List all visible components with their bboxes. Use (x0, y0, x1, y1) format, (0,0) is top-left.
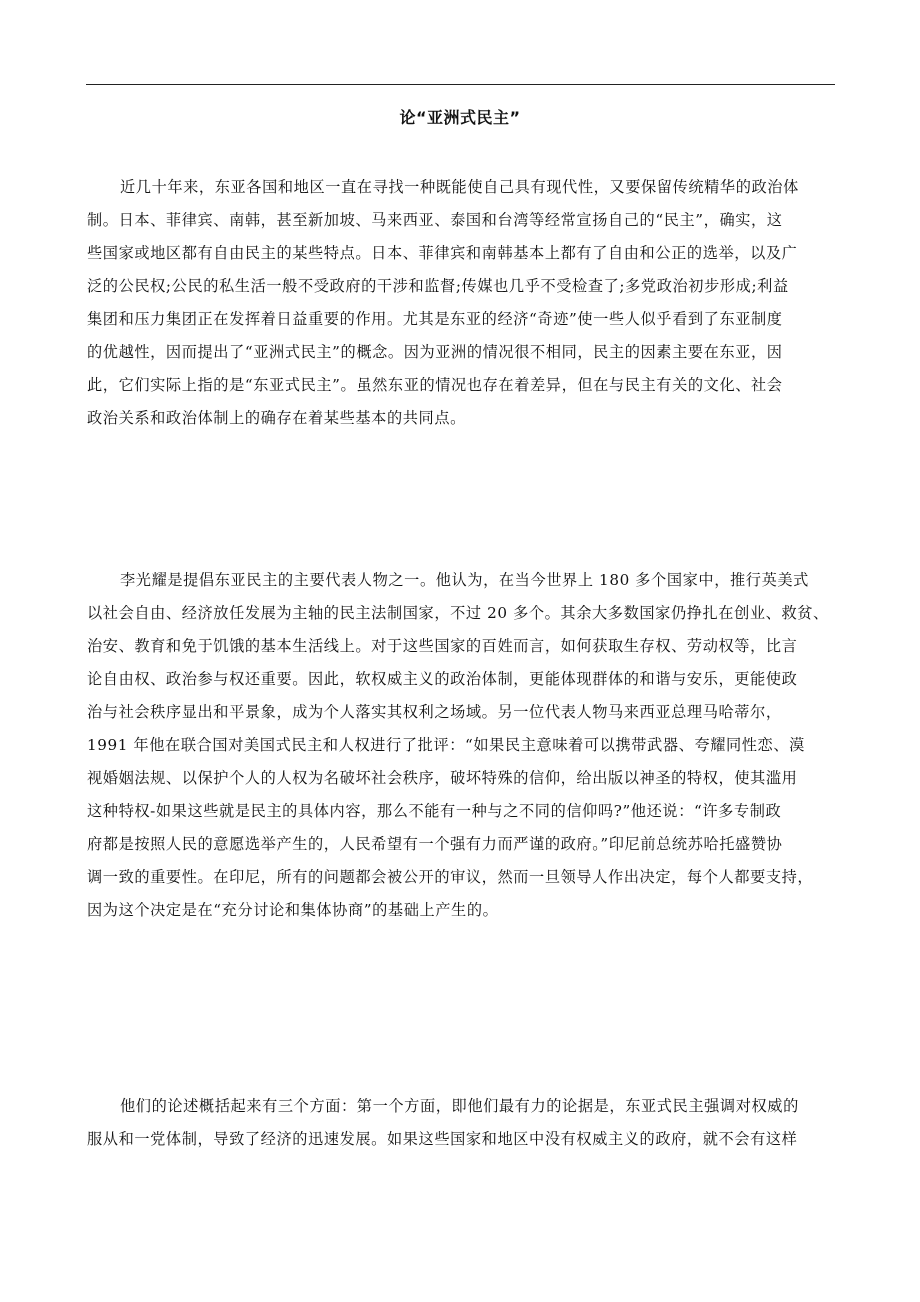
text-line: 这种特权-如果这些就是民主的具体内容，那么不能有一种与之不同的信仰吗?”他还说：“许多专制政 (87, 802, 782, 820)
text-line: 论自由权、政治参与权还重要。因此，软权威主义的政治体制，更能体现群体的和谐与安乐，更能使政 (87, 670, 798, 688)
text-line: 此，它们实际上指的是“东亚式民主”。虽然东亚的情况也存在着差异，但在与民主有关的文化、社会 (87, 376, 783, 394)
text-line: 制。日本、菲律宾、南韩，甚至新加坡、马来西亚、泰国和台湾等经常宣扬自己的“民主”，确实，这 (87, 211, 783, 229)
header-rule (86, 84, 835, 85)
text-line: 政治关系和政治体制上的确存在着某些基本的共同点。 (87, 409, 466, 427)
text-line: 集团和压力集团正在发挥着日益重要的作用。尤其是东亚的经济“奇迹”使一些人似乎看到了东亚制度 (87, 310, 783, 328)
text-line: 府都是按照人民的意愿选举产生的，人民希望有一个强有力而严谨的政府。”印尼前总统苏哈托盛赞协 (87, 835, 783, 853)
text-line: 些国家或地区都有自由民主的某些特点。日本、菲律宾和南韩基本上都有了自由和公正的选举，以及广 (87, 244, 798, 262)
text-line: 视婚姻法规、以保护个人的人权为名破坏社会秩序，破坏特殊的信仰，给出版以神圣的特权，使其滥用 (87, 769, 798, 787)
text-line: 调一致的重要性。在印尼，所有的问题都会被公开的审议，然而一旦领导人作出决定，每个人都要支持， (87, 868, 814, 886)
text-line: 治与社会秩序显出和平景象，成为个人落实其权利之场域。另一位代表人物马来西亚总理马哈蒂尔， (87, 703, 782, 721)
text-line: 李光耀是提倡东亚民主的主要代表人物之一。他认为，在当今世界上 180 多个国家中，推行英美式 (120, 571, 809, 589)
text-line: 1991 年他在联合国对美国式民主和人权进行了批评：“如果民主意味着可以携带武器、夸耀同性恋、漠 (87, 736, 805, 754)
paragraph-3 (87, 1090, 847, 1156)
text-line: 治安、教育和免于饥饿的基本生活线上。对于这些国家的百姓而言，如何获取生存权、劳动权等，比言 (87, 637, 798, 655)
text-line: 服从和一党体制，导致了经济的迅速发展。如果这些国家和地区中没有权威主义的政府，就不会有这样 (87, 1130, 798, 1148)
text-line: 因为这个决定是在“充分讨论和集体协商”的基础上产生的。 (87, 901, 499, 919)
text-line: 的优越性，因而提出了“亚洲式民主”的概念。因为亚洲的情况很不相同，民主的因素主要在东亚，因 (87, 343, 783, 361)
text-line: 他们的论述概括起来有三个方面：第一个方面，即他们最有力的论据是，东亚式民主强调对权威的 (120, 1097, 799, 1115)
document-title: 论“亚洲式民主” (399, 108, 521, 127)
paragraph-1 (87, 171, 847, 435)
text-line: 以社会自由、经济放任发展为主轴的民主法制国家，不过 20 多个。其余大多数国家仍挣扎在创业、救贫、 (87, 604, 829, 622)
text-line: 泛的公民权;公民的私生活一般不受政府的干涉和监督;传媒也几乎不受检查了;多党政治初步形成;利益 (87, 277, 789, 295)
text-line: 近几十年来，东亚各国和地区一直在寻找一种既能使自己具有现代性，又要保留传统精华的政治体 (120, 178, 799, 196)
paragraph-2 (87, 564, 847, 927)
